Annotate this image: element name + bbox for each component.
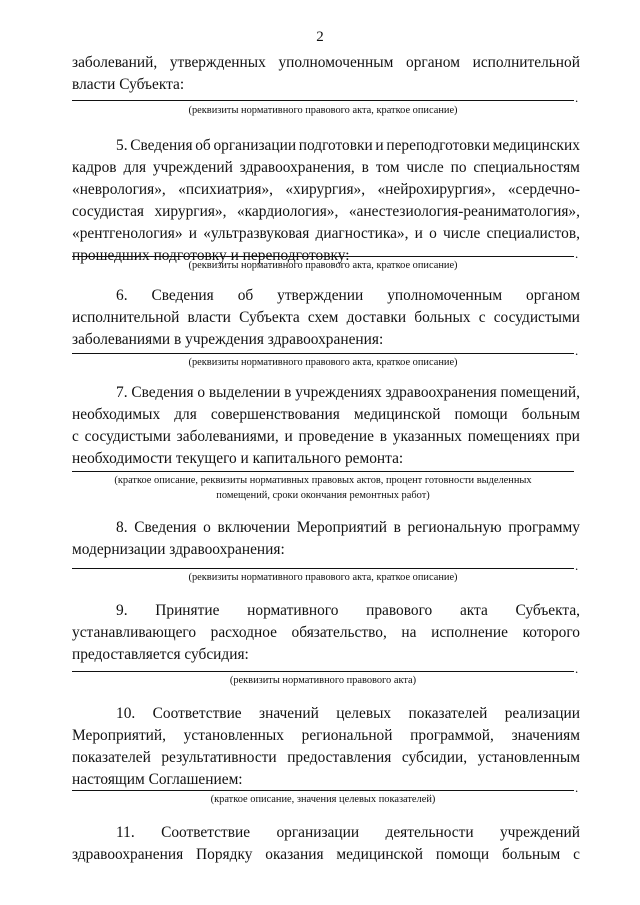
- word: которого: [522, 624, 580, 641]
- word: исполнительной: [72, 309, 180, 326]
- word: реализации: [504, 705, 580, 722]
- fill-line-end: .: [575, 558, 579, 573]
- word: для: [123, 159, 147, 176]
- word: для: [174, 406, 197, 423]
- word: 9.: [116, 602, 128, 619]
- word: деятельности: [385, 824, 474, 841]
- word: здравоохранения: [72, 846, 184, 863]
- word: Субъекта,: [515, 602, 580, 619]
- text-line: [72, 382, 580, 404]
- word: на: [401, 624, 417, 641]
- word: «кардиология»,: [236, 203, 339, 220]
- word: утверждении: [277, 287, 364, 304]
- word: Мероприятий: [296, 519, 387, 536]
- word: помещений,: [500, 384, 580, 401]
- word: том: [375, 159, 400, 176]
- word: с: [72, 428, 79, 445]
- fill-line-end: .: [575, 661, 579, 676]
- word: Порядку: [196, 846, 253, 863]
- word: медицинской: [353, 406, 441, 423]
- word: по: [450, 159, 467, 176]
- fill-line-end: .: [575, 246, 579, 261]
- word: исполнение: [431, 624, 508, 641]
- word: организации: [213, 137, 297, 154]
- word: обязательство,: [291, 624, 387, 641]
- word: «ультразвуковая: [203, 225, 310, 242]
- text-line: [72, 600, 580, 622]
- word: о: [429, 225, 437, 242]
- word: устанавливающего: [72, 624, 197, 641]
- word: показателей: [408, 705, 488, 722]
- word: расходное: [210, 624, 277, 641]
- word: Принятие: [155, 602, 220, 619]
- fill-line: [72, 353, 574, 354]
- word: подготовки: [298, 137, 373, 154]
- fill-line-end: .: [575, 780, 579, 795]
- text-line: [72, 285, 580, 307]
- word: в: [379, 428, 387, 445]
- word: Сведения: [134, 519, 197, 536]
- text-line: [72, 747, 580, 769]
- word: о: [197, 384, 206, 401]
- word: Сведения: [151, 287, 214, 304]
- word: нормативного: [247, 602, 339, 619]
- intro-paragraph: [72, 52, 580, 96]
- text-line: [72, 201, 580, 223]
- word: сосудистыми: [84, 428, 171, 445]
- fill-line-end: .: [575, 343, 579, 358]
- word: указанных: [392, 428, 462, 445]
- word: значений: [259, 705, 319, 722]
- word: значениям: [511, 727, 580, 744]
- word: сосудистая: [72, 203, 144, 220]
- text-line: настоящим Соглашением:: [72, 771, 243, 788]
- word: помощи: [454, 406, 508, 423]
- word: Сведения: [130, 137, 193, 154]
- fill-line: [72, 568, 574, 569]
- word: и: [375, 137, 384, 154]
- word: об: [195, 137, 211, 154]
- fill-line-end: .: [575, 90, 579, 105]
- word: доставки: [346, 309, 407, 326]
- paragraph-6: [72, 285, 580, 351]
- paragraph-7: [72, 382, 580, 470]
- word: Сведения: [131, 384, 194, 401]
- text-line: [72, 157, 580, 179]
- word: выделении: [208, 384, 281, 401]
- field-caption: (реквизиты нормативного правового акта): [229, 675, 417, 686]
- word: переподготовки: [386, 137, 490, 154]
- word: учреждений: [499, 824, 580, 841]
- field-caption: (реквизиты нормативного правового акта, краткое описание): [188, 572, 458, 583]
- text-line: власти Субъекта:: [72, 76, 185, 93]
- text-line: [72, 52, 580, 74]
- word: «рентгенология»: [72, 225, 183, 242]
- word: 11.: [116, 824, 135, 841]
- word: акта: [459, 602, 488, 619]
- word: и: [414, 225, 423, 242]
- word: субсидии,: [401, 749, 468, 766]
- word: схем: [307, 309, 339, 326]
- page-number: 2: [316, 29, 324, 45]
- word: помещениях: [467, 428, 550, 445]
- word: и: [284, 428, 293, 445]
- word: заболеваниями,: [176, 428, 279, 445]
- paragraph-5: [72, 135, 580, 267]
- word: проведение: [298, 428, 374, 445]
- text-line: [72, 223, 580, 245]
- word: в: [361, 159, 369, 176]
- text-line: [72, 135, 580, 157]
- text-line: необходимости текущего и капитального ремонта:: [72, 450, 404, 467]
- fill-line: [72, 100, 574, 101]
- word: необходимых: [72, 406, 161, 423]
- word: медицинских: [492, 137, 580, 154]
- word: сосудистыми: [493, 309, 580, 326]
- word: заболеваний,: [72, 54, 158, 71]
- word: специальностям: [473, 159, 580, 176]
- text-line: [72, 622, 580, 644]
- word: специалистов,: [486, 225, 580, 242]
- word: учреждений: [152, 159, 233, 176]
- field-caption: [72, 473, 574, 503]
- word: 10.: [116, 705, 136, 722]
- word: региональную: [407, 519, 502, 536]
- word: хирургия»,: [154, 203, 227, 220]
- text-line: [72, 703, 580, 725]
- word: включении: [217, 519, 291, 536]
- word: об: [237, 287, 254, 304]
- word: «нейрохирургия»,: [377, 181, 496, 198]
- word: «анестезиология-реаниматология»,: [348, 203, 580, 220]
- word: Соответствие: [152, 705, 242, 722]
- text-line: [72, 426, 580, 448]
- text-line: [72, 822, 580, 844]
- word: «психиатрия»,: [178, 181, 273, 198]
- fill-line: [72, 256, 574, 257]
- word: здравоохранения: [385, 384, 497, 401]
- word: больным: [521, 406, 580, 423]
- text-line: [72, 517, 580, 539]
- word: установленных: [183, 727, 284, 744]
- word: 8.: [116, 519, 128, 536]
- word: правового: [366, 602, 433, 619]
- word: оказания: [265, 846, 324, 863]
- word: 6.: [116, 287, 128, 304]
- word: учреждениях: [295, 384, 382, 401]
- word: больным: [501, 846, 561, 863]
- text-line: [72, 179, 580, 201]
- text-line: [72, 307, 580, 329]
- word: показателей: [72, 749, 151, 766]
- word: Соответствие: [161, 824, 251, 841]
- caption-line: (краткое описание, реквизиты нормативных правовых актов, процент готовности выделенных: [114, 475, 532, 486]
- word: органом: [406, 54, 460, 71]
- text-line: предоставляется субсидия:: [72, 646, 249, 663]
- word: «неврология»,: [72, 181, 166, 198]
- paragraph-9: [72, 600, 580, 666]
- word: целевых: [336, 705, 392, 722]
- word: в: [393, 519, 401, 536]
- word: уполномоченным: [278, 54, 394, 71]
- field-caption: (краткое описание, значения целевых показателей): [210, 794, 436, 805]
- text-line: [72, 725, 580, 747]
- fill-line: [72, 790, 574, 791]
- word: кадров: [72, 159, 117, 176]
- word: Субъекта: [239, 309, 300, 326]
- text-line: [72, 844, 580, 866]
- word: с: [573, 846, 580, 863]
- word: региональной: [301, 727, 393, 744]
- word: «сердечно-: [507, 181, 580, 198]
- word: числе: [443, 225, 481, 242]
- text-line: модернизации здравоохранения:: [72, 541, 285, 558]
- caption-line: помещений, сроки окончания ремонтных работ): [216, 490, 430, 501]
- text-line: [72, 404, 580, 426]
- word: «хирургия»,: [285, 181, 366, 198]
- word: программой,: [410, 727, 494, 744]
- word: здравоохранения,: [239, 159, 355, 176]
- word: органом: [526, 287, 580, 304]
- paragraph-10: [72, 703, 580, 795]
- word: и: [188, 225, 197, 242]
- word: власти: [187, 309, 231, 326]
- word: результативности: [161, 749, 277, 766]
- word: 7.: [116, 384, 128, 401]
- word: числе: [406, 159, 444, 176]
- field-caption: (реквизиты нормативного правового акта, краткое описание): [188, 357, 458, 368]
- paragraph-11: [72, 822, 580, 866]
- word: Мероприятий,: [72, 727, 166, 744]
- paragraph-8: [72, 517, 580, 561]
- word: установленным: [477, 749, 580, 766]
- word: исполнительной: [472, 54, 580, 71]
- word: уполномоченным: [387, 287, 503, 304]
- word: утвержденных: [169, 54, 266, 71]
- fill-line: [72, 471, 574, 472]
- word: больных: [414, 309, 471, 326]
- text-line: прошедших подготовку и переподготовку:: [72, 247, 350, 264]
- word: программу: [508, 519, 580, 536]
- text-line: заболеваниями в учреждения здравоохранения:: [72, 331, 384, 348]
- word: с: [478, 309, 486, 326]
- field-caption: (реквизиты нормативного правового акта, краткое описание): [188, 105, 458, 116]
- word: организации: [276, 824, 360, 841]
- word: совершенствования: [210, 406, 340, 423]
- word: предоставления: [287, 749, 392, 766]
- word: при: [555, 428, 580, 445]
- word: в: [284, 384, 292, 401]
- word: о: [203, 519, 211, 536]
- word: помощи: [435, 846, 490, 863]
- field-caption: (реквизиты нормативного правового акта, краткое описание): [188, 260, 458, 271]
- fill-line: [72, 671, 574, 672]
- word: медицинской: [336, 846, 424, 863]
- word: диагностика»,: [315, 225, 409, 242]
- word: 5.: [116, 137, 128, 154]
